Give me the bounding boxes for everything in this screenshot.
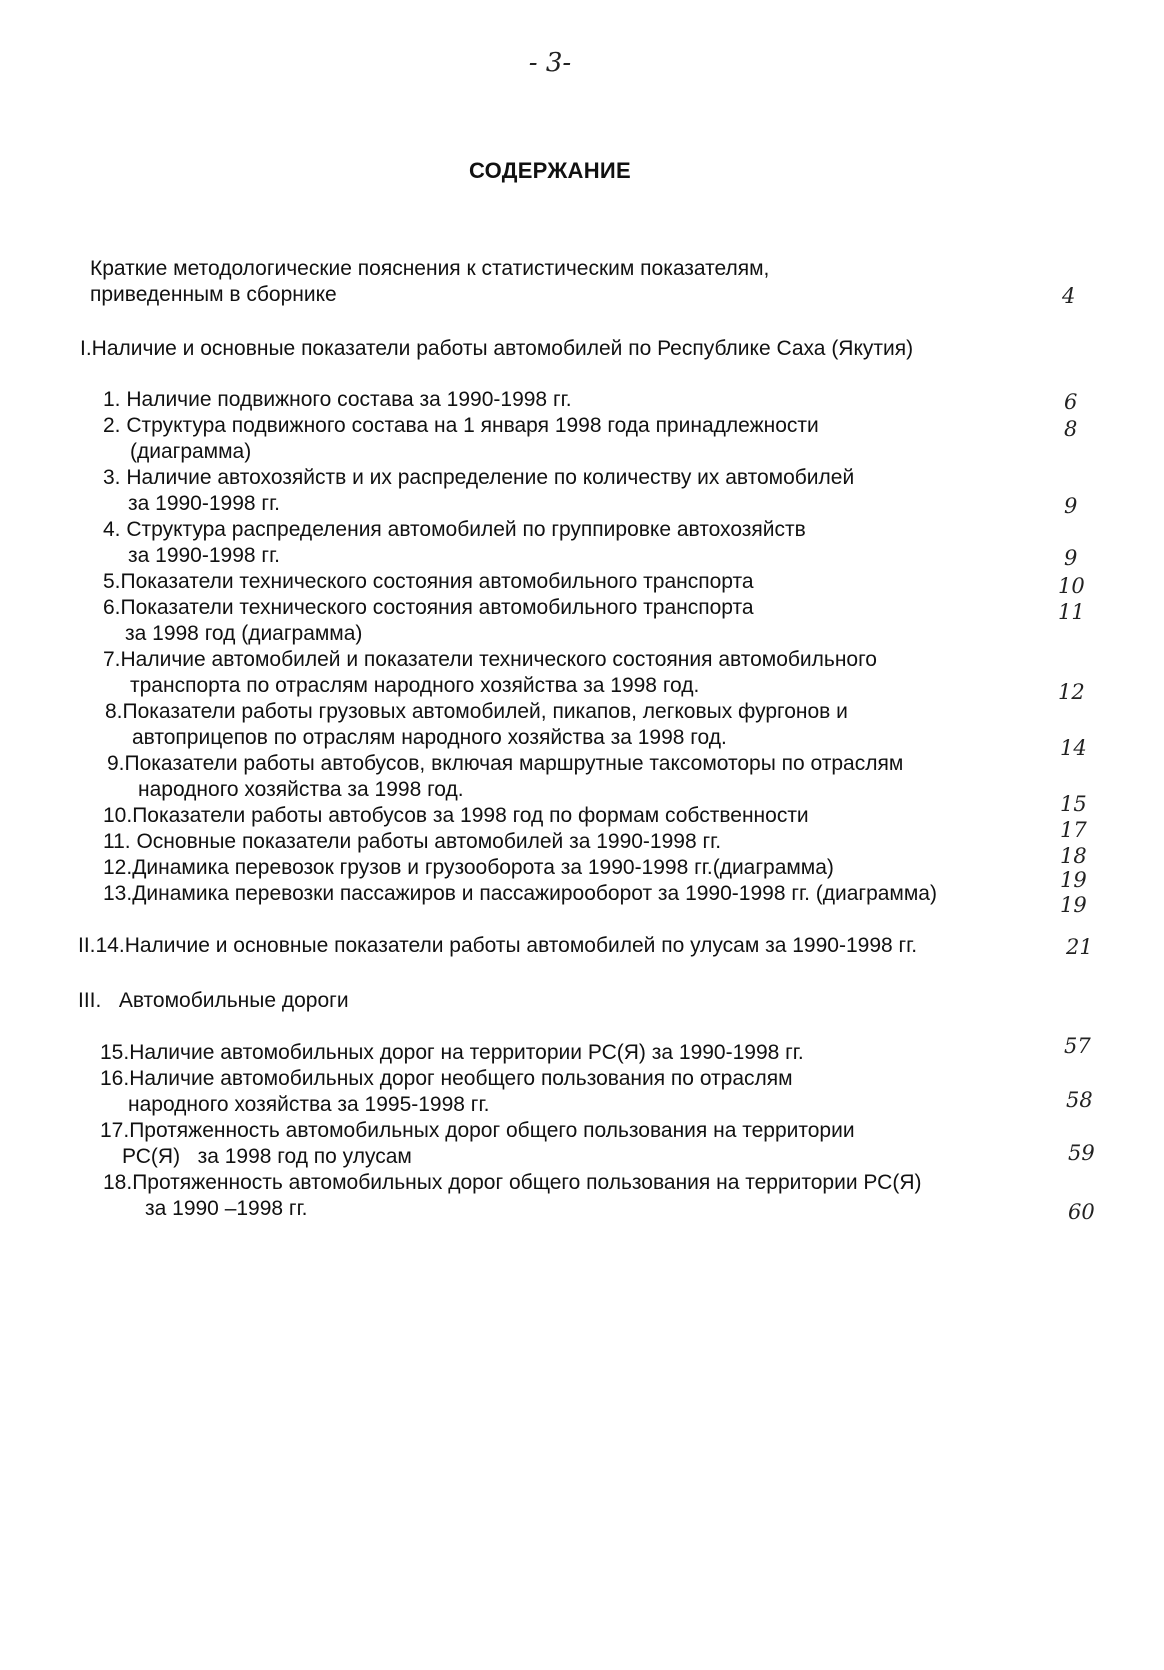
toc-entry-text: народного хозяйства за 1995-1998 гг. xyxy=(128,1093,490,1116)
section-heading-1: I.Наличие и основные показатели работы автомобилей по Республике Саха (Якутия) xyxy=(80,337,914,360)
toc-entry-text: 3. Наличие автохозяйств и их распределение по количеству их автомобилей xyxy=(103,466,855,489)
toc-entry-text: приведенным в сборнике xyxy=(90,283,337,306)
toc-entry-text: 1. Наличие подвижного состава за 1990-1998 гг. xyxy=(103,388,572,411)
toc-page-number: 11 xyxy=(1058,600,1085,624)
toc-page-number: 19 xyxy=(1060,868,1087,892)
toc-entry-text: 7.Наличие автомобилей и показатели технического состояния автомобильного xyxy=(103,648,877,671)
toc-page-number: 15 xyxy=(1060,792,1087,816)
toc-entry-text: транспорта по отраслям народного хозяйства за 1998 год. xyxy=(130,674,700,697)
toc-entry-text: за 1990 –1998 гг. xyxy=(145,1197,308,1220)
toc-entry-text: 9.Показатели работы автобусов, включая маршрутные таксомоторы по отраслям xyxy=(107,752,904,775)
toc-entry-text: 2. Структура подвижного состава на 1 января 1998 года принадлежности xyxy=(103,414,819,437)
toc-entry-text: Краткие методологические пояснения к статистическим показателям, xyxy=(90,257,770,280)
toc-entry-text: за 1990-1998 гг. xyxy=(128,492,280,515)
toc-entry-text: 12.Динамика перевозок грузов и грузооборота за 1990-1998 гг.(диаграмма) xyxy=(103,856,834,879)
toc-page-number: 14 xyxy=(1060,736,1087,760)
toc-page-number: 60 xyxy=(1068,1200,1095,1224)
toc-page-number: 8 xyxy=(1064,417,1078,441)
page-number: - 3- xyxy=(528,48,572,78)
toc-page-number: 58 xyxy=(1066,1088,1093,1112)
toc-page-number: 21 xyxy=(1066,935,1093,959)
toc-entry-text: 18.Протяженность автомобильных дорог общего пользования на территории РС(Я) xyxy=(103,1171,922,1194)
toc-page-number: 57 xyxy=(1064,1034,1091,1058)
toc-page-number: 6 xyxy=(1064,390,1078,414)
toc-entry-text: 6.Показатели технического состояния автомобильного транспорта xyxy=(103,596,754,619)
toc-entry-text: за 1998 год (диаграмма) xyxy=(125,622,363,645)
toc-entry-text: (диаграмма) xyxy=(130,440,252,463)
toc-page-number: 9 xyxy=(1064,546,1078,570)
toc-page-number: 19 xyxy=(1060,893,1087,917)
toc-page-number: 12 xyxy=(1058,680,1085,704)
section-heading-3: III. Автомобильные дороги xyxy=(78,989,349,1012)
toc-entry-text: 5.Показатели технического состояния автомобильного транспорта xyxy=(103,570,754,593)
page-title: СОДЕРЖАНИЕ xyxy=(468,158,632,183)
toc-entry-text: автоприцепов по отраслям народного хозяйства за 1998 год. xyxy=(132,726,727,749)
section-heading-2: II.14.Наличие и основные показатели работы автомобилей по улусам за 1990-1998 гг. xyxy=(78,934,918,957)
toc-page-number: 4 xyxy=(1062,284,1076,308)
toc-entry-text: 4. Структура распределения автомобилей по группировке автохозяйств xyxy=(103,518,806,541)
toc-page-number: 9 xyxy=(1064,494,1078,518)
toc-entry-text: 13.Динамика перевозки пассажиров и пассажирооборот за 1990-1998 гг. (диаграмма) xyxy=(103,882,937,905)
toc-entry-text: 11. Основные показатели работы автомобилей за 1990-1998 гг. xyxy=(103,830,722,853)
toc-entry-text: за 1990-1998 гг. xyxy=(128,544,280,567)
toc-page-number: 59 xyxy=(1068,1141,1095,1165)
toc-page-number: 17 xyxy=(1060,818,1087,842)
toc-entry-text: 16.Наличие автомобильных дорог необщего пользования по отраслям xyxy=(100,1067,793,1090)
toc-page-number: 18 xyxy=(1060,844,1087,868)
toc-entry-text: 8.Показатели работы грузовых автомобилей, пикапов, легковых фургонов и xyxy=(105,700,848,723)
toc-entry-text: 17.Протяженность автомобильных дорог общего пользования на территории xyxy=(100,1119,855,1142)
toc-entry-text: РС(Я) за 1998 год по улусам xyxy=(122,1145,412,1168)
toc-entry-text: народного хозяйства за 1998 год. xyxy=(138,778,464,801)
toc-entry-text: 10.Показатели работы автобусов за 1998 год по формам собственности xyxy=(103,804,809,827)
toc-entry-text: 15.Наличие автомобильных дорог на территории РС(Я) за 1990-1998 гг. xyxy=(100,1041,804,1064)
toc-page-number: 10 xyxy=(1058,574,1085,598)
